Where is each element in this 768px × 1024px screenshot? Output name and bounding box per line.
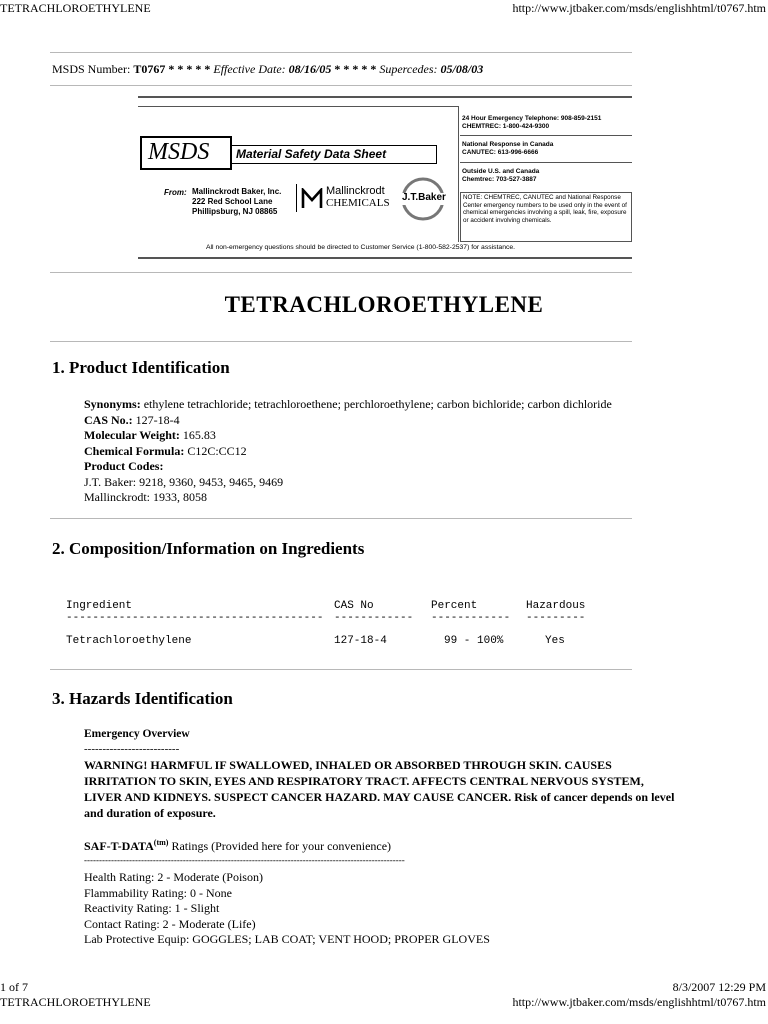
stars-separator: * * * * * [334, 62, 377, 76]
outside-line: Outside U.S. and Canada [462, 168, 540, 175]
table-dashes: --------- [526, 612, 586, 624]
print-footer-url: http://www.jtbaker.com/msds/englishhtml/t0767.htm [512, 995, 766, 1009]
emergency-phone [462, 115, 601, 131]
emergency-line: 24 Hour Emergency Telephone: 908-859-2151 [462, 115, 602, 122]
cas-row [84, 413, 684, 429]
warning-text: WARNING! HARMFUL IF SWALLOWED, INHALED OR ABSORBED THROUGH SKIN. CAUSES IRRITATION TO SKIN, EYES AND RESPIRATORY TRACT. AFFECTS CENTRAL NERVOUS SYSTEM, LIVER AND KIDNEYS. SUSPECT CANCER HAZARD. MAY CAUSE CANCER. Risk of cancer depends on level and duration of exposure. [84, 758, 675, 820]
contact-rating: Contact Rating: 2 - Moderate (Life) [84, 916, 256, 931]
section-1-heading: 1. Product Identification [52, 358, 230, 377]
cas-label: CAS No.: [84, 412, 133, 427]
codes-jtbaker: J.T. Baker: 9218, 9360, 9453, 9465, 9469 [84, 474, 284, 489]
reactivity-rating: Reactivity Rating: 1 - Slight [84, 901, 220, 915]
emergency-line: CHEMTREC: 1-800-424-9300 [462, 123, 550, 130]
saf-t-data-label: SAF-T-DATA [84, 839, 154, 853]
mallinckrodt-brand [326, 185, 390, 209]
section-2-heading: 2. Composition/Information on Ingredients [52, 539, 365, 558]
flammability-rating: Flammability Rating: 0 - None [84, 885, 232, 900]
saf-t-data-line [84, 838, 391, 854]
formula-label: Chemical Formula: [84, 443, 185, 458]
msds-number-label: MSDS Number: [52, 62, 131, 76]
msds-number: T0767 [133, 62, 166, 76]
stars-separator: * * * * * [168, 62, 211, 76]
brand-line: Mallinckrodt [326, 185, 385, 197]
mw-row [84, 428, 684, 444]
supercedes-label: Supercedes: [379, 62, 438, 76]
from-line: Phillipsburg, NJ 08865 [192, 207, 278, 216]
formula-value: C12C:CC12 [187, 443, 247, 458]
cas-value: 127-18-4 [135, 412, 180, 427]
document-title: TETRACHLOROETHYLENE [224, 292, 544, 317]
supercedes-date: 05/08/03 [440, 62, 484, 76]
msds-banner [138, 96, 632, 260]
saf-ratings [84, 870, 490, 948]
msds-logo-text: MSDS [148, 139, 210, 165]
saf-description: Ratings (Provided here for your convenience) [168, 839, 392, 853]
codes-label: Product Codes: [84, 459, 164, 473]
print-footer-datetime: 8/3/2007 12:29 PM [672, 980, 766, 994]
outside-info [462, 168, 539, 184]
print-footer-page: 1 of 7 [0, 980, 28, 994]
from-label: From: [164, 188, 187, 197]
print-header-title: TETRACHLOROETHYLENE [0, 1, 151, 15]
outside-line: Chemtrec: 703-527-3887 [462, 176, 537, 183]
table-dashes: ------------ [431, 612, 511, 624]
effective-date: 08/16/05 [288, 62, 332, 76]
from-line: 222 Red School Lane [192, 197, 273, 206]
canada-line: CANUTEC: 613-996-6666 [462, 149, 539, 156]
from-address [192, 187, 281, 217]
canada-line: National Response in Canada [462, 141, 554, 148]
table-header-ingredient: Ingredient [66, 600, 133, 612]
jtbaker-brand: J.T.Baker [402, 192, 446, 203]
brand-line: CHEMICALS [326, 197, 390, 209]
synonyms-row [84, 397, 684, 413]
formula-row [84, 444, 684, 460]
table-header-percent: Percent [431, 600, 478, 612]
mw-label: Molecular Weight: [84, 428, 180, 442]
saf-trademark: (tm) [153, 838, 169, 847]
codes-mallinckrodt: Mallinckrodt: 1933, 8058 [84, 490, 207, 504]
mw-value: 165.83 [182, 428, 216, 442]
codes-row [84, 459, 684, 475]
print-footer-title: TETRACHLOROETHYLENE [0, 995, 151, 1009]
from-line: Mallinckrodt Baker, Inc. [192, 187, 282, 196]
msds-logo-box [140, 136, 232, 170]
synonyms-label: Synonyms: [84, 397, 141, 411]
msds-meta-line [52, 62, 483, 77]
mallinckrodt-logo-icon [301, 188, 323, 215]
lab-protective-equip: Lab Protective Equip: GOGGLES; LAB COAT; VENT HOOD; PROPER GLOVES [84, 932, 490, 946]
emergency-overview-label: Emergency Overview [84, 728, 190, 740]
table-cell-ingredient: Tetrachloroethylene [66, 635, 192, 647]
msds-title-box: Material Safety Data Sheet [230, 145, 437, 164]
overview-dashes: -------------------------- [84, 743, 180, 755]
banner-footer: All non-emergency questions should be directed to Customer Service (1-800-582-2537) for assistance. [206, 244, 516, 251]
table-header-cas: CAS No [334, 600, 374, 612]
table-cell-cas: 127-18-4 [334, 635, 387, 647]
table-dashes: ------------ [334, 612, 414, 624]
canada-info [462, 141, 553, 157]
product-identification [84, 397, 684, 506]
note-box: NOTE: CHEMTREC, CANUTEC and National Response Center emergency numbers to be used only in the event of chemical emergencies involving a spill, leak, fire, exposure or accident involving chemicals. [460, 192, 632, 242]
table-cell-percent: 99 - 100% [444, 635, 504, 647]
table-cell-hazardous: Yes [545, 635, 565, 647]
table-header-hazardous: Hazardous [526, 600, 586, 612]
section-3-heading: 3. Hazards Identification [52, 689, 233, 708]
effective-date-label: Effective Date: [213, 62, 286, 76]
print-header-url: http://www.jtbaker.com/msds/englishhtml/t0767.htm [512, 1, 766, 15]
synonyms-value: ethylene tetrachloride; tetrachloroethene; perchloroethylene; carbon bichloride; carbon dichloride [143, 397, 612, 411]
health-rating: Health Rating: 2 - Moderate (Poison) [84, 870, 263, 884]
saf-dashes: ----------------------------------------------------------------------------------------------------------- [84, 855, 405, 865]
table-dashes: --------------------------------------- [66, 612, 324, 624]
